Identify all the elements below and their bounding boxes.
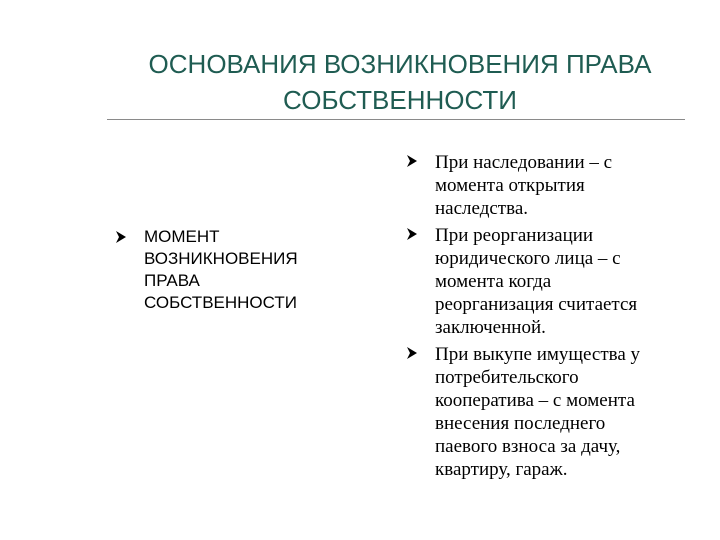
arrowhead-bullet-icon [407, 155, 417, 167]
arrowhead-bullet-icon [116, 231, 126, 243]
slide-title-line: СОБСТВЕННОСТИ [283, 85, 517, 115]
bullet-text-line: момента когда [435, 271, 552, 292]
left-bullet-item [114, 226, 364, 314]
right-bullet-item [405, 151, 705, 220]
bullet-text-line: СОБСТВЕННОСТИ [144, 293, 297, 312]
bullet-text-line: ПРАВА [144, 271, 200, 290]
bullet-text-line: ВОЗНИКНОВЕНИЯ [144, 249, 298, 268]
arrowhead-bullet-icon [407, 347, 417, 359]
slide-title [108, 46, 692, 118]
arrowhead-bullet-icon [407, 228, 417, 240]
right-column [405, 151, 705, 485]
bullet-text-line: наследства. [435, 198, 529, 219]
bullet-text-line: момента открытия [435, 175, 585, 196]
bullet-text-line: юридического лица – с [435, 248, 621, 269]
bullet-text-line: квартиру, гараж. [435, 459, 568, 480]
bullet-text-line: внесения последнего [435, 413, 606, 434]
bullet-text-line: паевого взноса за дачу, [435, 436, 621, 457]
bullet-text-line: При выкупе имущества у [435, 344, 641, 365]
left-column [114, 226, 364, 314]
bullet-text-line: МОМЕНТ [144, 227, 220, 246]
bullet-text-line: кооператива – с момента [435, 390, 635, 411]
bullet-text-line: реорганизация считается [435, 294, 638, 315]
slide-title-line: ОСНОВАНИЯ ВОЗНИКНОВЕНИЯ ПРАВА [148, 49, 652, 79]
right-bullet-item [405, 343, 705, 481]
title-divider [107, 119, 685, 120]
bullet-text-line: заключенной. [435, 317, 546, 338]
bullet-text-line: потребительского [435, 367, 579, 388]
bullet-text-line: При наследовании – с [435, 152, 613, 173]
bullet-text-line: При реорганизации [435, 225, 594, 246]
right-bullet-item [405, 224, 705, 339]
